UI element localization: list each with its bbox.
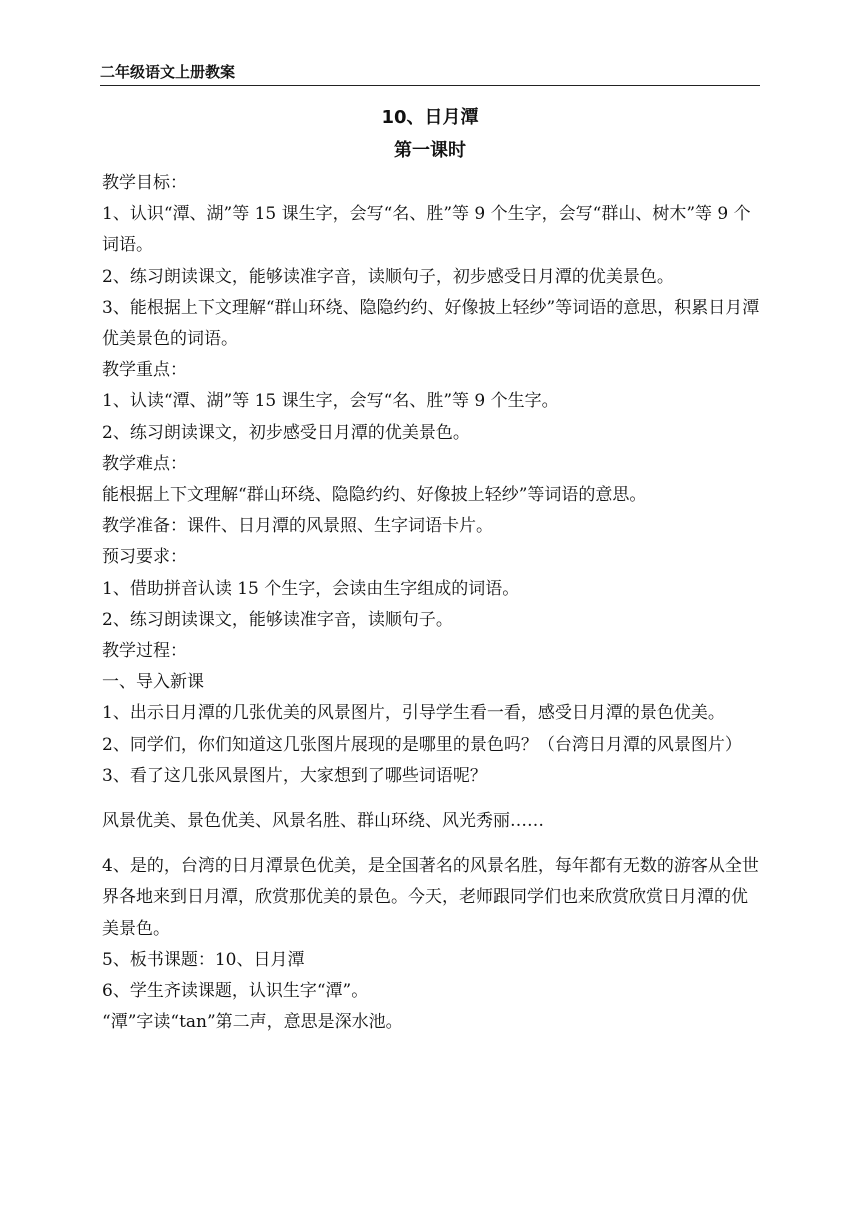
section-heading-difficulties: 教学难点：: [102, 453, 187, 474]
key-point-item: 2、练习朗读课文，初步感受日月潭的优美景色。: [102, 422, 470, 443]
difficulty-item: 能根据上下文理解“群山环绕、隐隐约约、好像披上轻纱”等词语的意思。: [102, 485, 647, 506]
lesson-title: 10、日月潭: [381, 107, 479, 128]
process-step: 1、出示日月潭的几张优美的风景图片，引导学生看一看，感受日月潭的景色优美。: [102, 703, 725, 724]
process-step: 4、是的，台湾的日月潭景色优美，是全国著名的风景名胜，每年都有无数的游客从全世界各地来到日月潭，欣赏那优美的景色。今天，老师跟同学们也来欣赏欣赏日月潭的优美景色。: [102, 856, 759, 939]
preparation-line: 教学准备：课件、日月潭的风景照、生字词语卡片。: [102, 516, 493, 537]
process-subheading: 一、导入新课: [102, 672, 204, 693]
objective-item: 1、认识“潭、湖”等 15 课生字，会写“名、胜”等 9 个生字，会写“群山、树木”等 9 个词语。: [102, 204, 751, 256]
page-header: 二年级语文上册教案: [100, 63, 236, 81]
pronunciation-note: “潭”字读“tan”第二声，意思是深水池。: [102, 1012, 403, 1033]
process-step: 3、看了这几张风景图片，大家想到了哪些词语呢？: [102, 765, 487, 786]
key-point-item: 1、认读“潭、湖”等 15 课生字，会写“名、胜”等 9 个生字。: [102, 391, 559, 412]
section-heading-preview: 预习要求：: [102, 547, 187, 568]
section-heading-key-points: 教学重点：: [102, 360, 187, 381]
header-divider: [100, 85, 760, 86]
process-step: 6、学生齐读课题，认识生字“潭”。: [102, 981, 369, 1002]
process-step: 5、板书课题：10、日月潭: [102, 949, 305, 970]
process-step: 2、同学们，你们知道这几张图片展现的是哪里的景色吗？（台湾日月潭的风景图片）: [102, 734, 742, 755]
lesson-subtitle: 第一课时: [394, 140, 466, 161]
lesson-body: [102, 168, 760, 1038]
objective-item: 2、练习朗读课文，能够读准字音，读顺句子，初步感受日月潭的优美景色。: [102, 266, 674, 287]
objective-item: 3、能根据上下文理解“群山环绕、隐隐约约、好像披上轻纱”等词语的意思，积累日月潭优美景色的词语。: [102, 297, 760, 350]
word-list-line: 风景优美、景色优美、风景名胜、群山环绕、风光秀丽……: [102, 811, 544, 832]
preview-item: 1、借助拼音认读 15 个生字，会读由生字组成的词语。: [102, 578, 520, 599]
preview-item: 2、练习朗读课文，能够读准字音，读顺句子。: [102, 609, 453, 630]
section-heading-objectives: 教学目标：: [102, 173, 187, 193]
section-heading-process: 教学过程：: [102, 641, 187, 662]
